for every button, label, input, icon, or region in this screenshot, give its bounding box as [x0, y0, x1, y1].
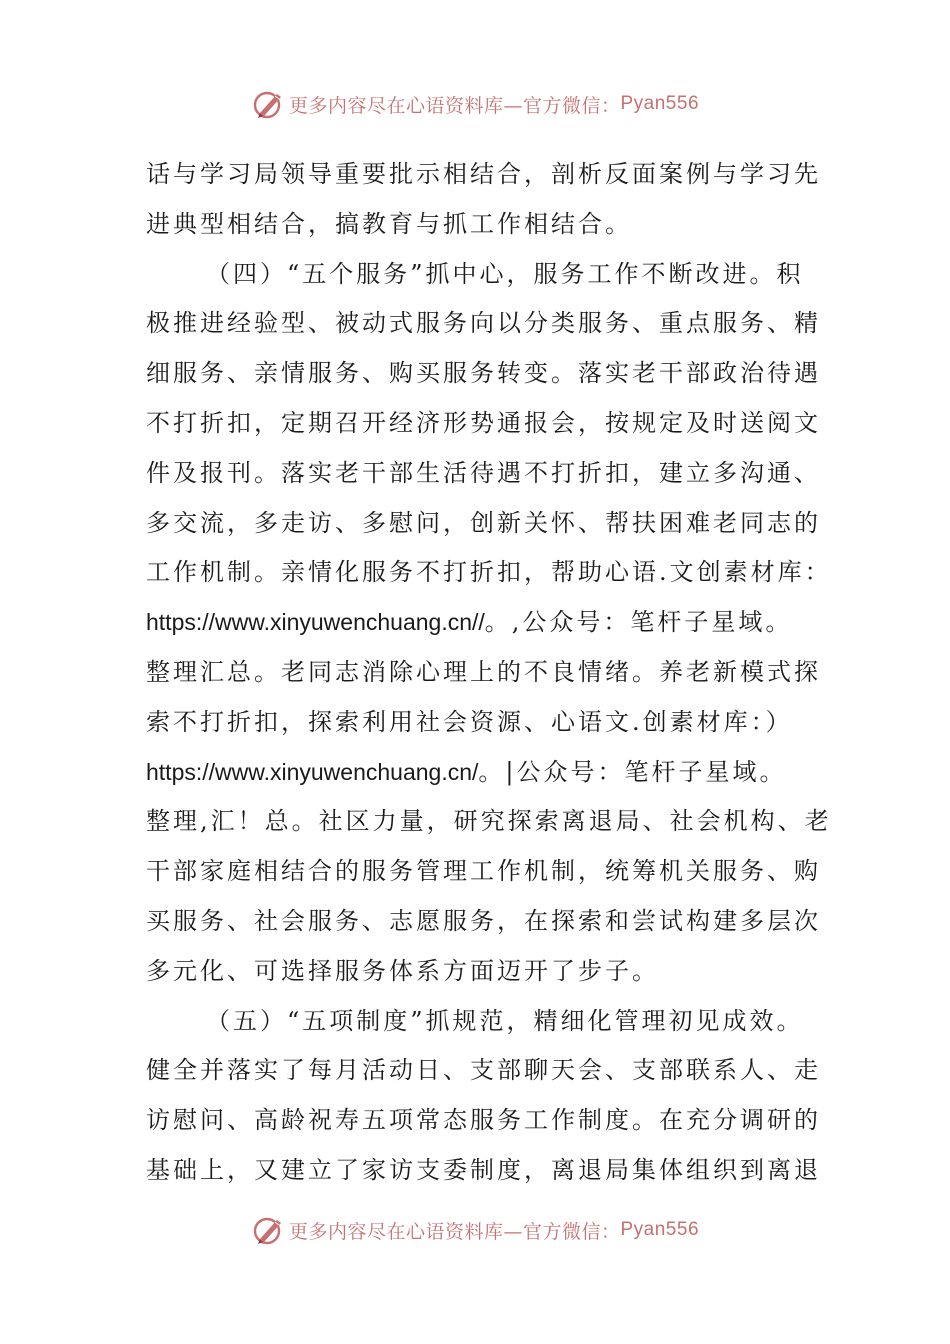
text-line: 基础上，又建立了家访支委制度，离退局集体组织到离退 [146, 1155, 821, 1184]
text-line: 访慰问、高龄祝寿五项常态服务工作制度。在充分调研的 [146, 1106, 821, 1135]
text-segment: 。|公众号：笔杆子星域。 [478, 757, 787, 786]
text-line: 索不打折扣，探索利用社会资源、心语文.创素材库：） [146, 707, 793, 736]
text-line: 整理汇总。老同志消除心理上的不良情绪。养老新模式探 [146, 657, 821, 686]
footer-banner-id: Pyan556 [620, 1219, 700, 1240]
text-segment: 。,公众号：笔杆子星域。 [484, 608, 793, 637]
text-line: 极推进经验型、被动式服务向以分类服务、重点服务、精 [146, 309, 821, 338]
document-body [146, 150, 832, 1196]
text-line: 多元化、可选择服务体系方面迈开了步子。 [146, 956, 659, 985]
header-banner-text: 更多内容尽在心语资料库—官方微信： [288, 94, 621, 117]
footer-banner-text: 更多内容尽在心语资料库—官方微信： [288, 1220, 621, 1243]
pen-logo-icon [251, 1212, 287, 1248]
text-line: 件及报刊。落实老干部生活待遇不打折扣，建立多沟通、 [146, 458, 821, 487]
text-line: 整理,汇！总。社区力量，研究探索离退局、社会机构、老 [146, 807, 832, 836]
text-line: 工作机制。亲情化服务不打折扣，帮助心语.文创素材库： [146, 558, 832, 587]
section-heading-line: （四）“五个服务”抓中心，服务工作不断改进。积 [206, 259, 804, 288]
header-banner-id: Pyan556 [620, 93, 700, 114]
footer-banner [0, 1210, 950, 1250]
text-line: 健全并落实了每月活动日、支部聊天会、支部联系人、走 [146, 1056, 821, 1085]
text-line: 进典型相结合，搞教育与抓工作相结合。 [146, 209, 632, 238]
text-line: 细服务、亲情服务、购买服务转变。落实老干部政治待遇 [146, 359, 821, 388]
text-line: 多交流，多走访、多慰问，创新关怀、帮扶困难老同志的 [146, 508, 821, 537]
text-line: 不打折扣，定期召开经济形势通报会，按规定及时送阅文 [146, 408, 821, 437]
section-heading-line: （五）“五项制度”抓规范，精细化管理初见成效。 [206, 1006, 804, 1035]
text-line [146, 598, 806, 648]
text-line: 干部家庭相结合的服务管理工作机制，统筹机关服务、购 [146, 857, 821, 886]
url-link[interactable]: https://www.xinyuwenchuang.cn/ [146, 758, 479, 785]
header-banner [0, 84, 950, 124]
text-line: 话与学习局领导重要批示相结合，剖析反面案例与学习先 [146, 160, 821, 188]
text-line: 买服务、社会服务、志愿服务，在探索和尝试构建多层次 [146, 906, 821, 935]
url-link[interactable]: https://www.xinyuwenchuang.cn// [146, 609, 485, 636]
text-line [146, 748, 806, 798]
pen-logo-icon [251, 86, 287, 122]
